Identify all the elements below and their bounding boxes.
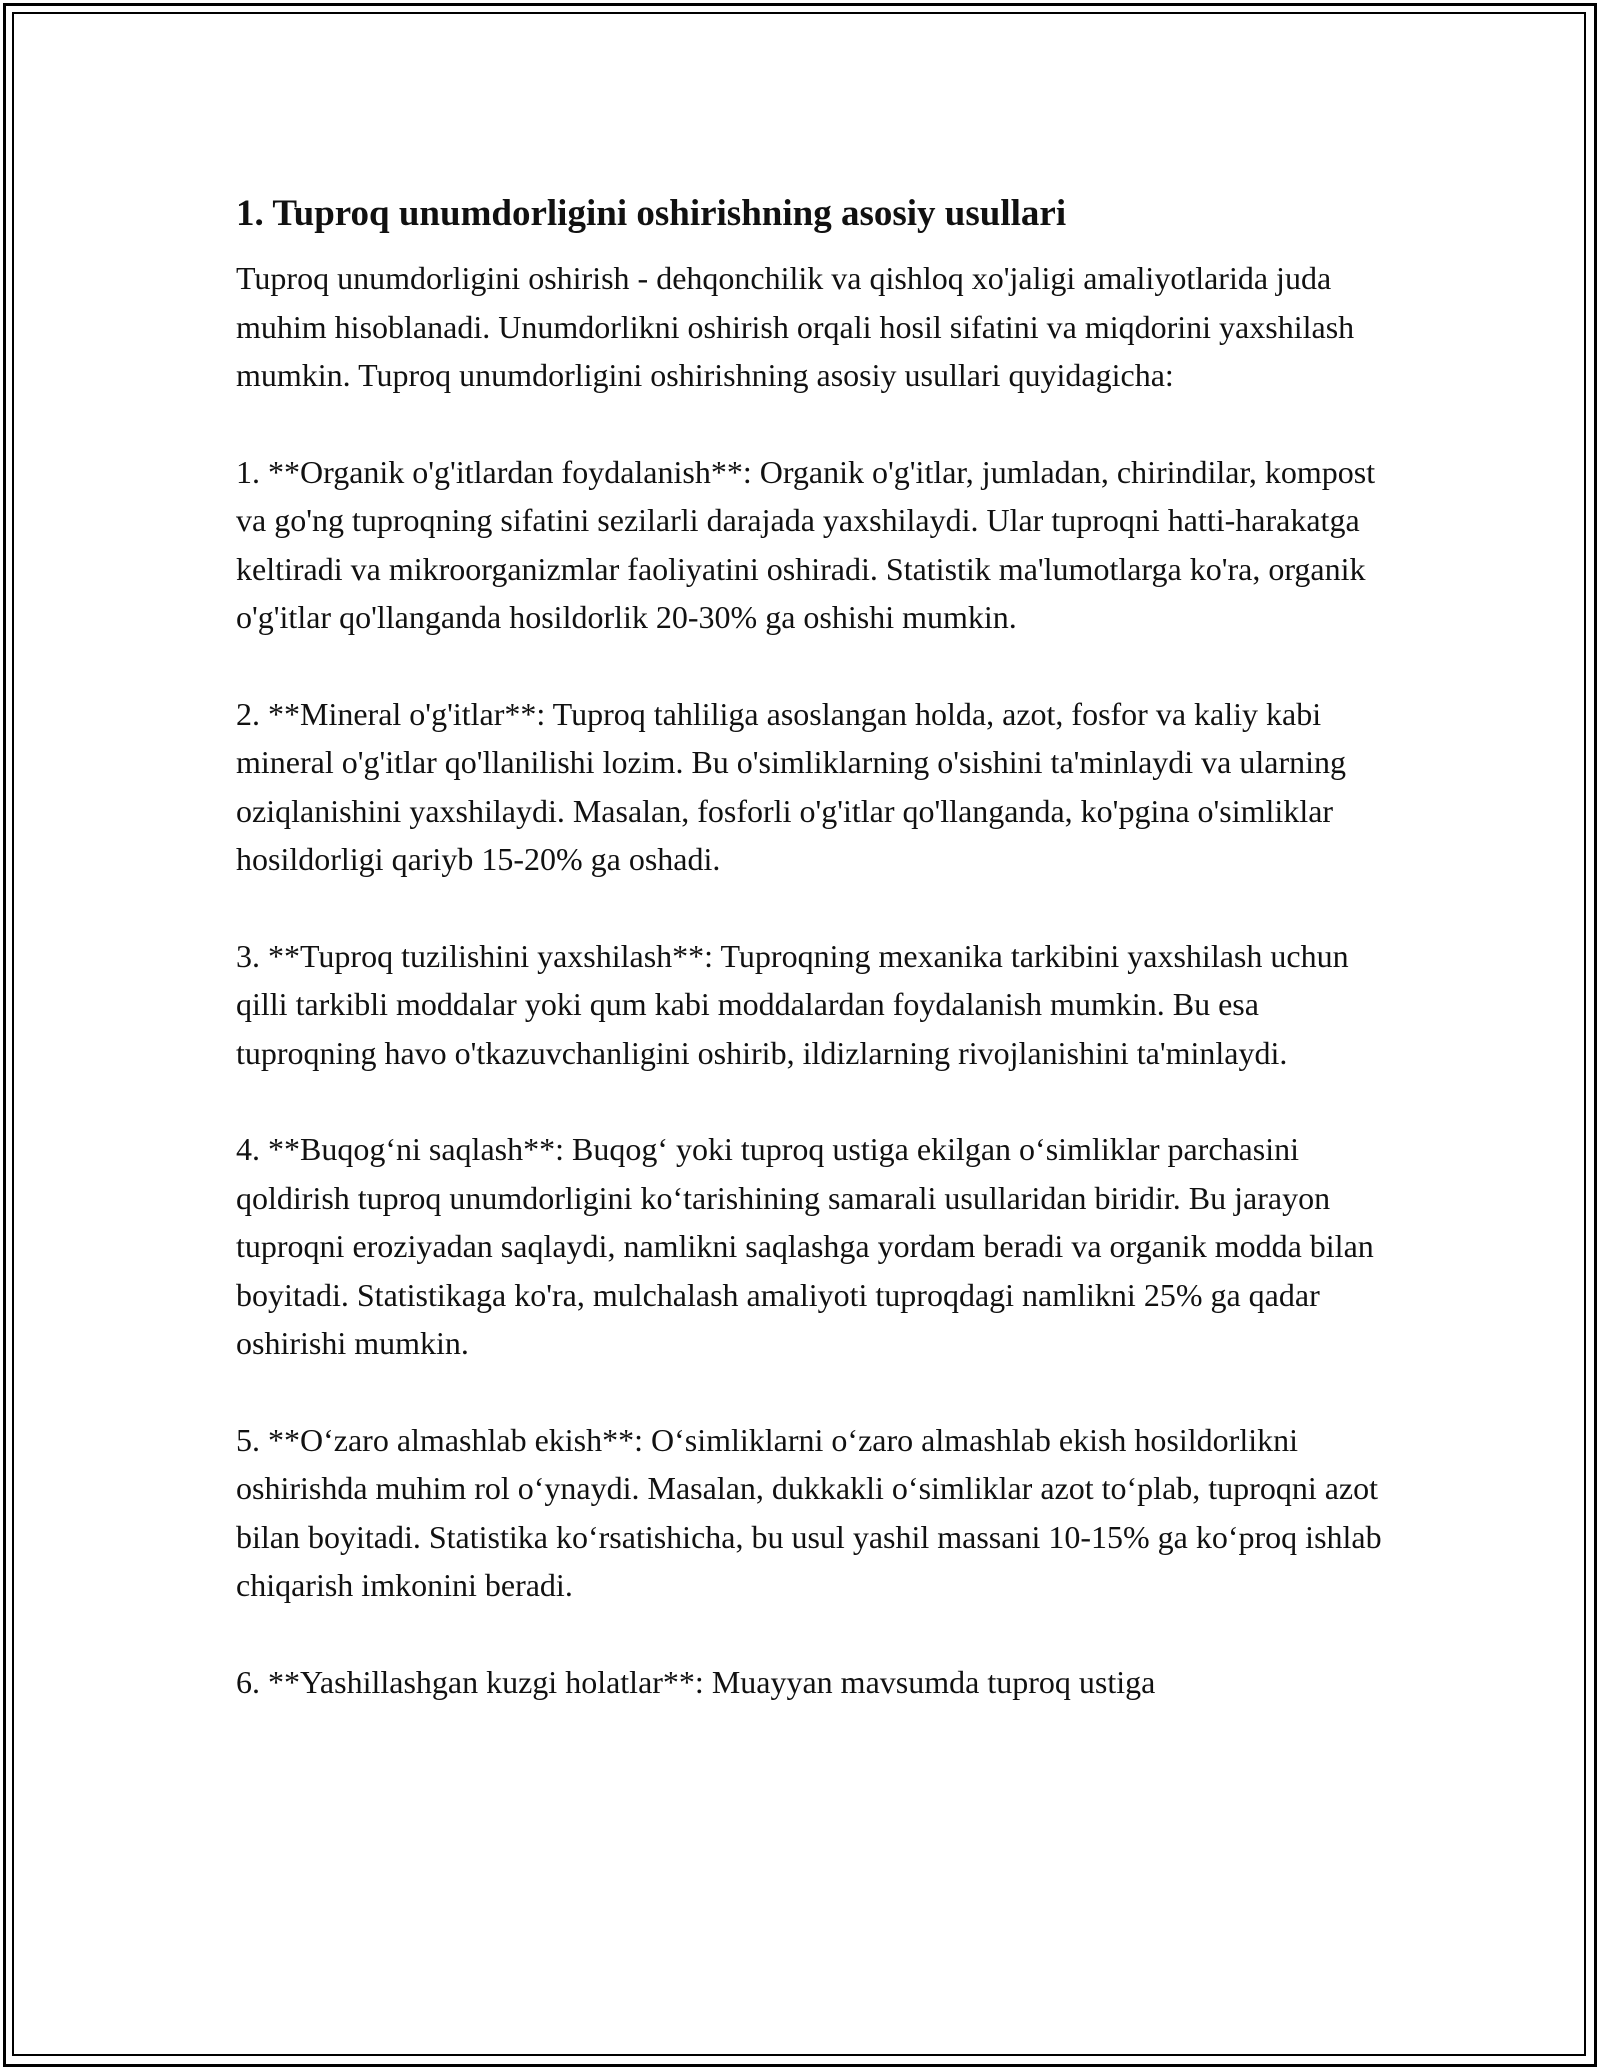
method-green-cover: 6. **Yashillashgan kuzgi holatlar**: Muayyan mavsumda tuproq ustiga (236, 1663, 1156, 1700)
method-mulch: 4. **Buqog‘ni saqlash**: Buqog‘ yoki tuproq ustiga ekilgan o‘simliklar parchasini qoldirish tuproq unumdorligini ko‘tarishining samarali usullaridan biridir. Bu jarayon tuproqni eroziyadan saqlaydi, namlikni saqlashga yordam beradi va organik modda bilan boyitadi. Statistikaga ko'ra, mulchalash amaliyoti tuproqdagi namlikni 25% ga qadar oshirishi mumkin. (236, 1131, 1374, 1361)
method-mineral-fertilizers: 2. **Mineral o'g'itlar**: Tuproq tahliliga asoslangan holda, azot, fosfor va kaliy kabi mineral o'g'itlar qo'llanilishi lozim. Bu o'simliklarning o'sishini ta'minlaydi va ularning oziqlanishini yaxshilaydi. Masalan, fosforli o'g'itlar qo'llanganda, ko'pgina o'simliklar hosildorligi qariyb 15-20% ga oshadi. (236, 695, 1347, 877)
document-title: 1. Tuproq unumdorligini oshirishning asosiy usullari (236, 193, 1067, 234)
intro-paragraph: Tuproq unumdorligini oshirish - dehqonchilik va qishloq xo'jaligi amaliyotlarida juda muhim hisoblanadi. Unumdorlikni oshirish orqali hosil sifatini va miqdorini yaxshilash mumkin. Tuproq unumdorligini oshirishning asosiy usullari quyidagicha: (236, 260, 1355, 393)
method-soil-structure: 3. **Tuproq tuzilishini yaxshilash**: Tuproqning mexanika tarkibini yaxshilash uchun qilli tarkibli moddalar yoki qum kabi moddalardan foydalanish mumkin. Bu esa tuproqning havo o'tkazuvchanligini oshirib, ildizlarning rivojlanishini ta'minlaydi. (236, 937, 1349, 1071)
document-body (236, 186, 1386, 1754)
method-organic-fertilizers: 1. **Organik o'g'itlardan foydalanish**: Organik o'g'itlar, jumladan, chirindilar, kompost va go'ng tuproqning sifatini sezilarli darajada yaxshilaydi. Ular tuproqni hatti-harakatga keltiradi va mikroorganizmlar faoliyatini oshiradi. Statistik ma'lumotlarga ko'ra, organik o'g'itlar qo'llanganda hosildorlik 20-30% ga oshishi mumkin. (236, 453, 1376, 635)
method-crop-rotation: 5. **O‘zaro almashlab ekish**: O‘simliklarni o‘zaro almashlab ekish hosildorlikni oshirishda muhim rol o‘ynaydi. Masalan, dukkakli o‘simliklar azot to‘plab, tuproqni azot bilan boyitadi. Statistika ko‘rsatishicha, bu usul yashil massani 10-15% ga ko‘proq ishlab chiqarish imkonini beradi. (236, 1421, 1382, 1603)
